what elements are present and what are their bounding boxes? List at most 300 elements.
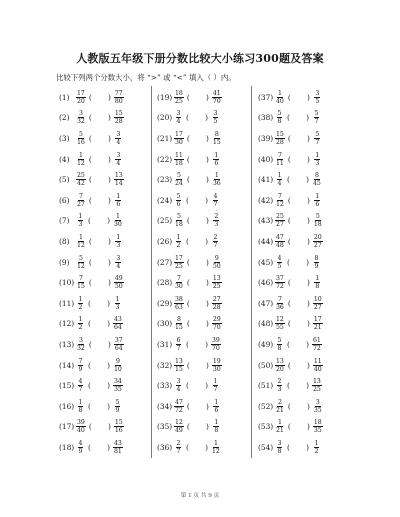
comparison-blank[interactable] [187, 216, 209, 225]
paren-close: ) [205, 422, 209, 432]
denominator: 11 [276, 159, 284, 167]
numerator: 1 [78, 213, 83, 221]
paren-open: ( [287, 133, 291, 143]
fraction-left [76, 193, 86, 208]
exercise-row [258, 149, 323, 170]
paren-open: ( [186, 381, 189, 391]
comparison-blank[interactable] [288, 155, 310, 164]
paren-close: ) [205, 133, 209, 143]
comparison-blank[interactable] [288, 361, 310, 370]
denominator: 15 [175, 365, 183, 373]
numerator: 2 [277, 378, 282, 386]
paren-close: ) [205, 339, 208, 349]
paren-open: ( [186, 339, 189, 349]
comparison-blank[interactable] [187, 319, 209, 328]
comparison-blank[interactable] [88, 381, 110, 390]
exercise-row [59, 396, 124, 417]
exercise-number: (32) [157, 360, 173, 370]
exercise-row [258, 437, 323, 458]
paren-close: ) [205, 236, 208, 246]
comparison-blank[interactable] [288, 216, 310, 225]
fraction-right [312, 440, 321, 455]
fraction-left [76, 337, 86, 352]
paren-close: ) [205, 298, 209, 308]
exercise-row [258, 334, 323, 355]
paren-close: ) [107, 133, 111, 143]
numerator: 5 [315, 130, 320, 138]
exercise-row [258, 314, 323, 335]
comparison-blank[interactable] [288, 134, 310, 143]
fraction-right [114, 419, 124, 434]
denominator: 8 [277, 118, 282, 126]
exercise-row [157, 375, 222, 396]
comparison-blank[interactable] [187, 402, 209, 411]
paren-close: ) [107, 175, 111, 185]
fraction-right [313, 399, 323, 414]
paren-open: ( [287, 401, 291, 411]
fraction-right [313, 193, 322, 208]
exercise-number: (2) [59, 113, 70, 123]
numerator: 9 [214, 254, 219, 262]
page-title: 人教版五年级下册分数比较大小练习300题及答案 [76, 52, 324, 65]
comparison-blank[interactable] [187, 361, 209, 370]
fraction-left [174, 275, 184, 290]
numerator: 12 [175, 419, 183, 427]
paren-open: ( [287, 319, 291, 329]
numerator: 1 [213, 439, 218, 447]
paren-close: ) [107, 339, 111, 349]
numerator: 5 [314, 110, 319, 118]
fraction-right [113, 296, 122, 311]
paren-open: ( [287, 175, 290, 185]
paren-open: ( [88, 113, 92, 123]
numerator: 3 [78, 336, 83, 344]
fraction-left [174, 152, 184, 167]
denominator: 21 [276, 406, 284, 414]
denominator: 70 [212, 324, 221, 332]
comparison-blank[interactable] [187, 93, 209, 102]
exercise-number: (10) [59, 278, 75, 288]
paren-open: ( [88, 236, 92, 246]
exercise-number: (19) [157, 92, 173, 102]
fraction-left [174, 193, 183, 208]
fraction-right [313, 275, 322, 290]
denominator: 4 [116, 159, 121, 167]
fraction-right [312, 110, 321, 125]
comparison-blank[interactable] [288, 237, 310, 246]
exercise-number: (39) [258, 133, 274, 143]
comparison-blank[interactable] [89, 278, 111, 287]
numerator: 1 [116, 233, 121, 241]
numerator: 11 [313, 357, 322, 365]
denominator: 8 [315, 283, 320, 291]
paren-open: ( [88, 298, 91, 308]
numerator: 77 [114, 89, 123, 97]
denominator: 45 [313, 180, 321, 188]
paren-close: ) [107, 113, 111, 123]
paren-close: ) [306, 360, 310, 370]
fraction-left [275, 275, 285, 290]
exercise-number: (22) [157, 154, 173, 164]
instruction-text: 比较下列两个分数大小，将 “>” 或 “<” 填入（ ）内。 [56, 73, 236, 82]
denominator: 32 [77, 118, 85, 126]
paren-open: ( [287, 381, 290, 391]
comparison-blank[interactable] [287, 443, 309, 452]
numerator: 49 [114, 275, 123, 283]
fraction-left [174, 110, 183, 125]
exercise-number: (50) [258, 360, 274, 370]
fraction-right [313, 316, 323, 331]
numerator: 34 [114, 378, 122, 386]
comparison-blank[interactable] [186, 381, 208, 390]
comparison-blank[interactable] [288, 422, 310, 431]
paren-open: ( [186, 360, 190, 370]
exercise-row [59, 128, 124, 149]
fraction-left [275, 399, 285, 414]
paren-open: ( [287, 154, 291, 164]
numerator: 38 [175, 295, 183, 303]
denominator: 12 [276, 200, 284, 208]
comparison-blank[interactable] [288, 93, 310, 102]
exercise-number: (54) [258, 442, 274, 452]
comparison-blank[interactable] [287, 113, 309, 122]
numerator: 12 [276, 316, 284, 324]
denominator: 4 [116, 138, 121, 146]
denominator: 9 [78, 447, 83, 455]
fraction-left [174, 296, 184, 311]
denominator: 2 [78, 324, 83, 332]
comparison-blank[interactable] [187, 134, 209, 143]
denominator: 20 [276, 365, 284, 373]
paren-close: ) [205, 319, 209, 329]
paren-close: ) [306, 154, 310, 164]
comparison-blank[interactable] [187, 258, 209, 267]
numerator: 17 [175, 130, 183, 138]
fraction-left [275, 172, 284, 187]
fraction-right [113, 378, 123, 393]
paren-close: ) [205, 113, 208, 123]
exercise-row [258, 190, 323, 211]
fraction-left [275, 131, 285, 146]
exercise-number: (18) [59, 442, 75, 452]
comparison-blank[interactable] [89, 113, 111, 122]
exercise-number: (52) [258, 401, 274, 411]
exercise-row [59, 231, 124, 252]
paren-open: ( [88, 442, 91, 452]
numerator: 20 [313, 233, 322, 241]
fraction-right [211, 193, 220, 208]
paren-close: ) [306, 113, 309, 123]
comparison-blank[interactable] [187, 155, 209, 164]
exercise-row [258, 355, 323, 376]
comparison-blank[interactable] [186, 113, 208, 122]
comparison-blank[interactable] [89, 422, 111, 431]
comparison-blank[interactable] [288, 319, 310, 328]
numerator: 13 [212, 275, 221, 283]
denominator: 9 [115, 406, 120, 414]
exercise-number: (33) [157, 381, 173, 391]
exercise-number: (38) [258, 113, 274, 123]
denominator: 12 [77, 241, 85, 249]
comparison-blank[interactable] [88, 299, 110, 308]
paren-close: ) [107, 278, 111, 288]
exercise-number: (35) [157, 422, 173, 432]
denominator: 5 [315, 97, 320, 105]
numerator: 1 [115, 213, 120, 221]
fraction-left [275, 255, 284, 270]
denominator: 14 [114, 180, 123, 188]
denominator: 12 [77, 262, 85, 270]
numerator: 25 [77, 172, 85, 180]
denominator: 30 [114, 221, 122, 229]
exercise-row [59, 169, 124, 190]
exercise-row [157, 108, 222, 129]
denominator: 25 [313, 386, 321, 394]
paren-open: ( [186, 401, 190, 411]
denominator: 80 [114, 97, 123, 105]
fraction-left [76, 419, 86, 434]
fraction-left [174, 337, 183, 352]
denominator: 3 [115, 303, 120, 311]
denominator: 40 [313, 365, 322, 373]
paren-close: ) [205, 442, 208, 452]
fraction-left [275, 358, 285, 373]
exercise-number: (8) [59, 236, 70, 246]
denominator: 3 [78, 221, 83, 229]
comparison-blank[interactable] [186, 443, 208, 452]
column-divider [251, 86, 252, 458]
comparison-blank[interactable] [287, 258, 309, 267]
paren-open: ( [88, 339, 92, 349]
exercise-number: (28) [157, 278, 173, 288]
comparison-blank[interactable] [89, 258, 111, 267]
comparison-blank[interactable] [89, 93, 111, 102]
comparison-blank[interactable] [288, 402, 310, 411]
denominator: 6 [176, 200, 181, 208]
numerator: 1 [78, 151, 83, 159]
comparison-blank[interactable] [187, 299, 209, 308]
comparison-blank[interactable] [88, 402, 110, 411]
numerator: 4 [78, 439, 83, 447]
denominator: 5 [277, 262, 282, 270]
exercise-number: (6) [59, 195, 70, 205]
fraction-right [114, 255, 123, 270]
exercise-number: (43) [258, 216, 274, 226]
denominator: 6 [116, 200, 121, 208]
exercise-number: (16) [59, 401, 75, 411]
exercise-row [157, 334, 222, 355]
paren-open: ( [88, 401, 91, 411]
exercise-row [258, 231, 323, 252]
exercise-row [157, 293, 222, 314]
denominator: 7 [315, 138, 320, 146]
fraction-left [275, 316, 285, 331]
denominator: 27 [313, 241, 322, 249]
denominator: 35 [114, 386, 122, 394]
paren-open: ( [88, 257, 92, 267]
denominator: 7 [176, 447, 181, 455]
numerator: 47 [276, 233, 284, 241]
fraction-right [114, 110, 124, 125]
comparison-blank[interactable] [89, 196, 111, 205]
numerator: 1 [315, 192, 320, 200]
comparison-blank[interactable] [287, 340, 309, 349]
numerator: 10 [313, 295, 322, 303]
fraction-left [275, 90, 285, 105]
fraction-left [76, 358, 85, 373]
comparison-blank[interactable] [288, 299, 310, 308]
exercise-row [59, 252, 124, 273]
denominator: 5 [213, 118, 218, 126]
paren-close: ) [107, 442, 110, 452]
numerator: 15 [114, 419, 123, 427]
denominator: 55 [276, 324, 284, 332]
numerator: 1 [214, 398, 219, 406]
exercise-number: (48) [258, 319, 274, 329]
numerator: 61 [313, 336, 321, 344]
exercise-number: (41) [258, 175, 274, 185]
numerator: 9 [115, 357, 120, 365]
denominator: 3 [116, 241, 121, 249]
exercise-number: (53) [258, 422, 274, 432]
comparison-blank[interactable] [186, 340, 208, 349]
exercise-number: (21) [157, 133, 173, 143]
exercise-row [157, 252, 222, 273]
denominator: 4 [176, 118, 181, 126]
comparison-blank[interactable] [89, 155, 111, 164]
comparison-blank[interactable] [89, 237, 111, 246]
denominator: 9 [78, 365, 83, 373]
denominator: 28 [212, 303, 221, 311]
fraction-right [211, 440, 221, 455]
denominator: 49 [175, 427, 183, 435]
fraction-left [76, 275, 86, 290]
exercise-row [59, 190, 124, 211]
comparison-blank[interactable] [287, 175, 309, 184]
comparison-blank[interactable] [89, 134, 111, 143]
exercise-row [258, 293, 323, 314]
comparison-blank[interactable] [186, 196, 208, 205]
numerator: 17 [175, 254, 183, 262]
exercise-row [59, 293, 124, 314]
denominator: 9 [314, 262, 319, 270]
exercise-row [59, 211, 124, 232]
comparison-blank[interactable] [88, 443, 110, 452]
comparison-blank[interactable] [186, 237, 208, 246]
numerator: 13 [313, 378, 321, 386]
exercise-row [258, 252, 323, 273]
paren-close: ) [306, 133, 310, 143]
exercise-row [59, 87, 124, 108]
exercise-number: (46) [258, 278, 274, 288]
fraction-right [312, 255, 321, 270]
denominator: 3 [277, 386, 282, 394]
denominator: 27 [77, 200, 85, 208]
comparison-blank[interactable] [187, 422, 209, 431]
comparison-blank[interactable] [287, 381, 309, 390]
fraction-left [76, 399, 85, 414]
denominator: 15 [212, 138, 221, 146]
comparison-blank[interactable] [288, 196, 310, 205]
exercise-number: (23) [157, 175, 173, 185]
comparison-blank[interactable] [187, 175, 209, 184]
denominator: 4 [277, 180, 282, 188]
fraction-right [313, 152, 322, 167]
exercise-number: (44) [258, 236, 274, 246]
numerator: 3 [78, 110, 83, 118]
denominator: 25 [175, 97, 183, 105]
paren-open: ( [186, 278, 190, 288]
exercise-number: (4) [59, 154, 70, 164]
fraction-left [76, 296, 85, 311]
paren-close: ) [205, 381, 208, 391]
paren-close: ) [306, 216, 310, 226]
numerator: 17 [77, 89, 85, 97]
exercise-number: (51) [258, 381, 274, 391]
fraction-right [313, 131, 322, 146]
numerator: 13 [276, 357, 284, 365]
exercise-row [157, 149, 222, 170]
exercise-number: (49) [258, 339, 274, 349]
fraction-left [76, 152, 86, 167]
comparison-blank[interactable] [88, 361, 110, 370]
comparison-blank[interactable] [89, 340, 111, 349]
denominator: 40 [276, 97, 284, 105]
denominator: 50 [212, 262, 221, 270]
exercise-row [157, 314, 222, 335]
numerator: 6 [176, 336, 181, 344]
numerator: 2 [277, 398, 282, 406]
exercise-row [157, 190, 222, 211]
denominator: 30 [212, 365, 221, 373]
comparison-blank[interactable] [88, 319, 110, 328]
numerator: 7 [277, 151, 282, 159]
numerator: 8 [214, 130, 219, 138]
exercise-number: (29) [157, 298, 173, 308]
exercise-number: (25) [157, 216, 173, 226]
fraction-right [114, 131, 123, 146]
paren-close: ) [107, 216, 110, 226]
paren-close: ) [205, 92, 209, 102]
numerator: 19 [212, 357, 221, 365]
comparison-blank[interactable] [288, 278, 310, 287]
paren-open: ( [287, 236, 291, 246]
comparison-blank[interactable] [187, 278, 209, 287]
numerator: 1 [315, 275, 320, 283]
numerator: 7 [78, 357, 83, 365]
denominator: 30 [175, 283, 183, 291]
numerator: 11 [175, 151, 183, 159]
numerator: 8 [176, 316, 181, 324]
denominator: 50 [114, 283, 123, 291]
numerator: 1 [214, 151, 219, 159]
paren-close: ) [107, 195, 111, 205]
fraction-left [275, 234, 285, 249]
fraction-left [275, 419, 285, 434]
paren-open: ( [88, 360, 91, 370]
fraction-left [76, 378, 85, 393]
denominator: 25 [175, 262, 183, 270]
fraction-right [113, 358, 123, 373]
comparison-blank[interactable] [88, 216, 110, 225]
numerator: 1 [78, 233, 83, 241]
numerator: 1 [315, 151, 320, 159]
fraction-right [114, 172, 124, 187]
denominator: 4 [176, 386, 181, 394]
fraction-right [113, 316, 123, 331]
denominator: 70 [212, 344, 220, 352]
comparison-blank[interactable] [89, 175, 111, 184]
